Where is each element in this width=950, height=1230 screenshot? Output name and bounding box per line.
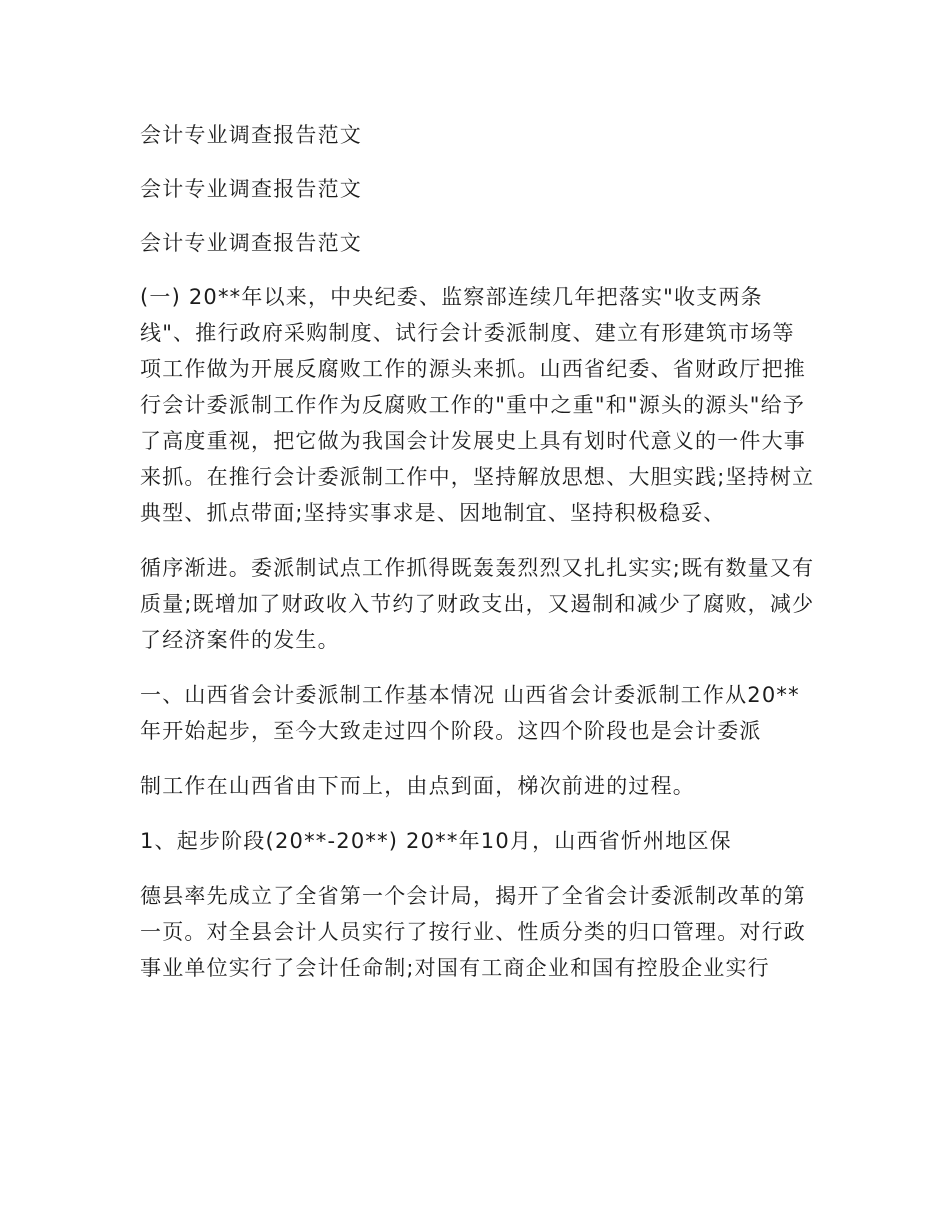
- paragraph-intro-continued: 循序渐进。委派制试点工作抓得既轰轰烈烈又扎扎实实;既有数量又有质量;既增加了财政收入节约了财政支出，又遏制和减少了腐败，减少了经济案件的发生。: [140, 556, 815, 652]
- section-heading-basic-situation: 一、山西省会计委派制工作基本情况 山西省会计委派制工作从20**年开始起步，至今大致走过四个阶段。这四个阶段也是会计委派: [140, 683, 800, 743]
- paragraph-process: 制工作在山西省由下而上，由点到面，梯次前进的过程。: [140, 774, 695, 798]
- doc-title-line-3: 会计专业调查报告范文: [140, 231, 362, 255]
- paragraph-start-stage: 德县率先成立了全省第一个会计局，揭开了全省会计委派制改革的第一页。对全县会计人员实行了按行业、性质分类的归口管理。对行政事业单位实行了会计任命制;对国有工商企业和国有控股企业实行: [140, 884, 806, 980]
- paragraph-intro: (一) 20**年以来，中央纪委、监察部连续几年把落实"收支两条线"、推行政府采购制度、试行会计委派制度、建立有形建筑市场等项工作做为开展反腐败工作的源头来抓。山西省纪委、省财政厅把推行会计委派制工作作为反腐败工作的"重中之重"和"源头的源头"给予了高度重视，把它做为我国会计发展史上具有划时代意义的一件大事来抓。在推行会计委派制工作中，坚持解放思想、大胆实践;坚持树立典型、抓点带面;坚持实事求是、因地制宜、坚持积极稳妥、: [140, 285, 815, 525]
- doc-title-line-2: 会计专业调查报告范文: [140, 177, 362, 201]
- subsection-heading-start-stage: 1、起步阶段(20**-20**) 20**年10月，山西省忻州地区保: [140, 829, 732, 853]
- doc-title-line-1: 会计专业调查报告范文: [140, 123, 362, 147]
- document-page: [140, 117, 815, 1005]
